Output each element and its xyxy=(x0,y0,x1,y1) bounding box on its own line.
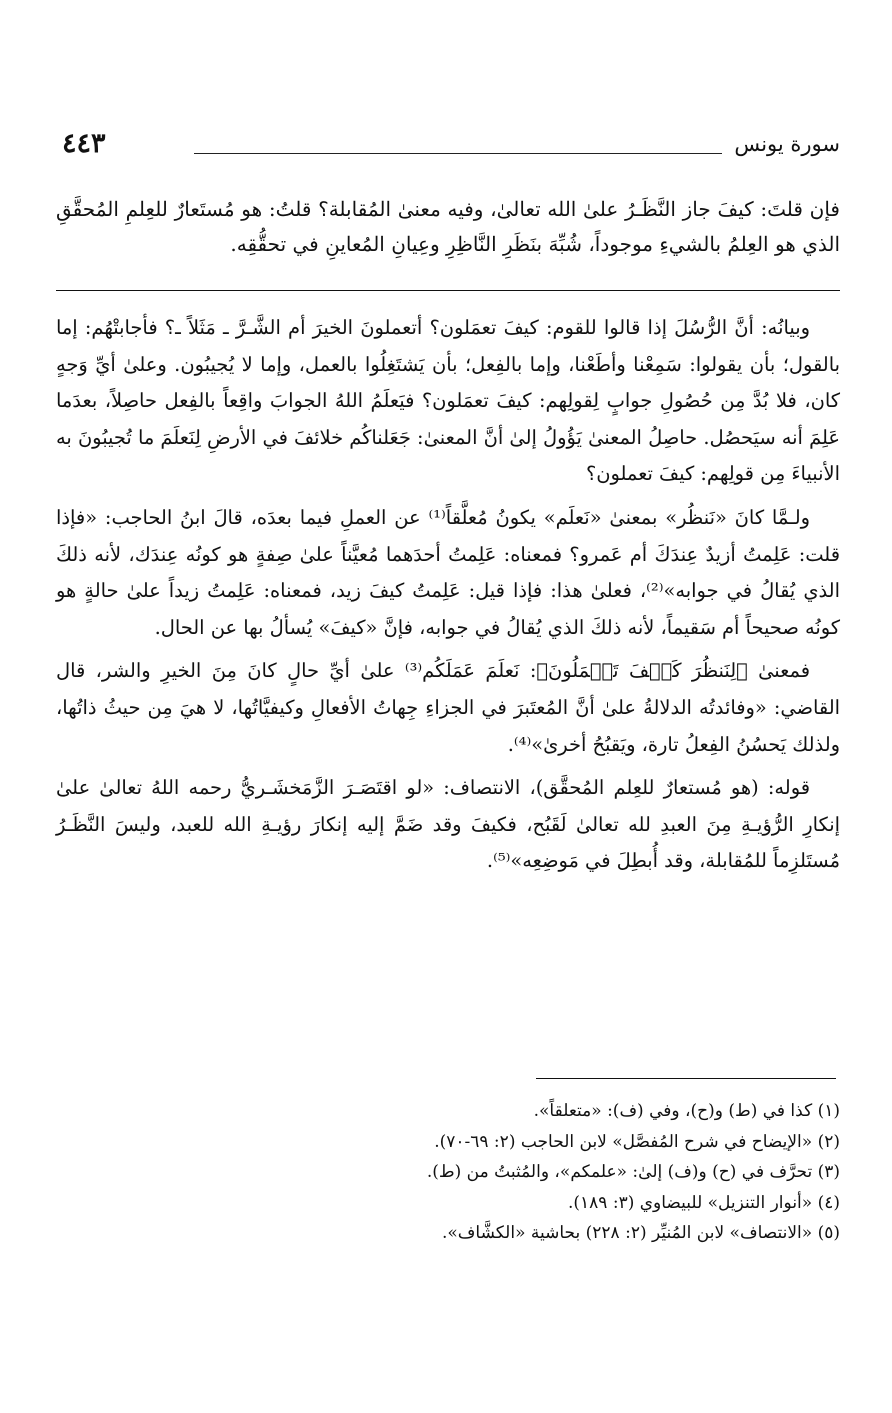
page-header xyxy=(62,128,840,168)
footnote: (٥) «الانتصاف» لابن المُنيِّر (٢: ٢٢٨) بحاشية «الكشَّاف». xyxy=(442,1223,840,1243)
running-title: سورة يونس xyxy=(734,132,840,156)
commentary-paragraph: ولـمَّا كانَ «نَنظُر» بمعنىٰ «نَعلَم» يكونُ مُعلَّقاً⁽¹⁾ عن العملِ فيما بعدَه، قالَ ابنُ الحاجب: «فإذا قلت: عَلِمتُ أزيدٌ عِندَكَ أم عَمرو؟ فمعناه: عَلِمتُ أحدَهما مُعيَّناً علىٰ صِفةٍ هو كونُه عِندَك، لأنه ذلكَ الذي يُقالُ في جوابه»⁽²⁾، فعلىٰ هذا: فإذا قيل: عَلِمتُ كيفَ زيد، فمعناه: عَلِمتُ زيداً علىٰ حالةٍ هو كونُه صحيحاً أم سَقيماً، لأنه ذلكَ الذي يُقالُ في جوابه، فإنَّ «كيفَ» يُسألُ بها عن الحال. xyxy=(56,505,840,639)
commentary xyxy=(56,310,840,880)
main-text: فإن قلتَ: كيفَ جاز النَّظَـرُ علىٰ الله تعالىٰ، وفيه معنىٰ المُقابلة؟ قلتُ: هو مُستَعارٌ للعِلمِ المُحقَّقِ الذي هو العِلمُ بالشيءِ موجوداً، شُبِّهَ بنَظَرِ النَّاظِرِ وعِيانِ المُعاينِ في تحقُّقِه. xyxy=(56,197,840,256)
footnote: (١) كذا في (ط) و(ح)، وفي (ف): «متعلقاً». xyxy=(533,1101,840,1121)
footnote: (٤) «أنوار التنزيل» للبيضاوي (٣: ١٨٩). xyxy=(567,1192,840,1213)
commentary-paragraph: فمعنىٰ ﴿لِنَنظُرَ كَيۡفَ تَعۡمَلُونَ﴾: نَعلَمَ عَمَلَكُم⁽³⁾ علىٰ أيِّ حالٍ كانَ مِنَ الخيرِ والشر، قال القاضي: «وفائدتُه الدلالةُ علىٰ أنَّ المُعتَبرَ في الجزاءِ جِهاتُ الأفعالِ وكيفيَّاتُها، لا هيَ مِن حيثُ ذاتُها، ولذلك يَحسُنُ الفِعلُ تارة، ويَقبُحُ أخرىٰ»⁽⁴⁾. xyxy=(56,659,840,756)
main-text-rule xyxy=(56,290,840,291)
footnote: (٣) تحرَّف في (ح) و(ف) إلىٰ: «علمكم»، والمُثبتُ من (ط). xyxy=(426,1162,840,1182)
page-number: ٤٤٣ xyxy=(62,128,106,159)
footnote: (٢) «الإيضاح في شرح المُفصَّل» لابن الحاجب (٢: ٦٩-٧٠). xyxy=(434,1131,840,1152)
footnote-rule xyxy=(536,1078,836,1079)
footnotes xyxy=(56,1096,840,1249)
header-rule xyxy=(194,153,722,154)
commentary-paragraph: وبيانُه: أنَّ الرُّسُلَ إذا قالوا للقوم: كيفَ تعمَلون؟ أتعملونَ الخيرَ أم الشَّـرَّ ـ مَثَلاً ـ؟ فأجابتْهُم: إما بالقول؛ بأن يقولوا: سَمِعْنا وأطَعْنا، وإما بالفِعل؛ بأن يَشتَغِلُوا بالعمل، وإما لا يُجيبُون. وعلىٰ أيِّ وَجهٍ كان، فلا بُدَّ مِن حُصُولِ جوابٍ لِقولِهم: كيفَ تعمَلون؟ فيَعلَمُ اللهُ الجوابَ واقِعاً بالفِعل حاصِلاً، بعدَما عَلِمَ أنه سيَحصُل. حاصِلُ المعنىٰ يَؤُولُ إلىٰ أنَّ المعنىٰ: جَعَلناكُم خلائفَ في الأرضِ لِنَعلَمَ ما تُجيبُونَ به الأنبياءَ مِن قولِهم: كيفَ تعملون؟ xyxy=(55,316,840,486)
commentary-paragraph: قوله: (هو مُستعارٌ للعِلم المُحقَّق)، الانتصاف: «لو اقتَصَـرَ الزَّمَخشَـريُّ رحمه اللهُ تعالىٰ علىٰ إنكارِ الرُّؤيـةِ مِنَ العبدِ لله تعالىٰ لَقَبُح، فكيفَ وقد ضَمَّ إليه إنكارَ رؤيـةِ الله للعبد، وليسَ النَّظَـرُ مُستَلزِماً للمُقابلة، وقد أُبطِلَ في مَوضِعِه»⁽⁵⁾. xyxy=(56,776,840,873)
